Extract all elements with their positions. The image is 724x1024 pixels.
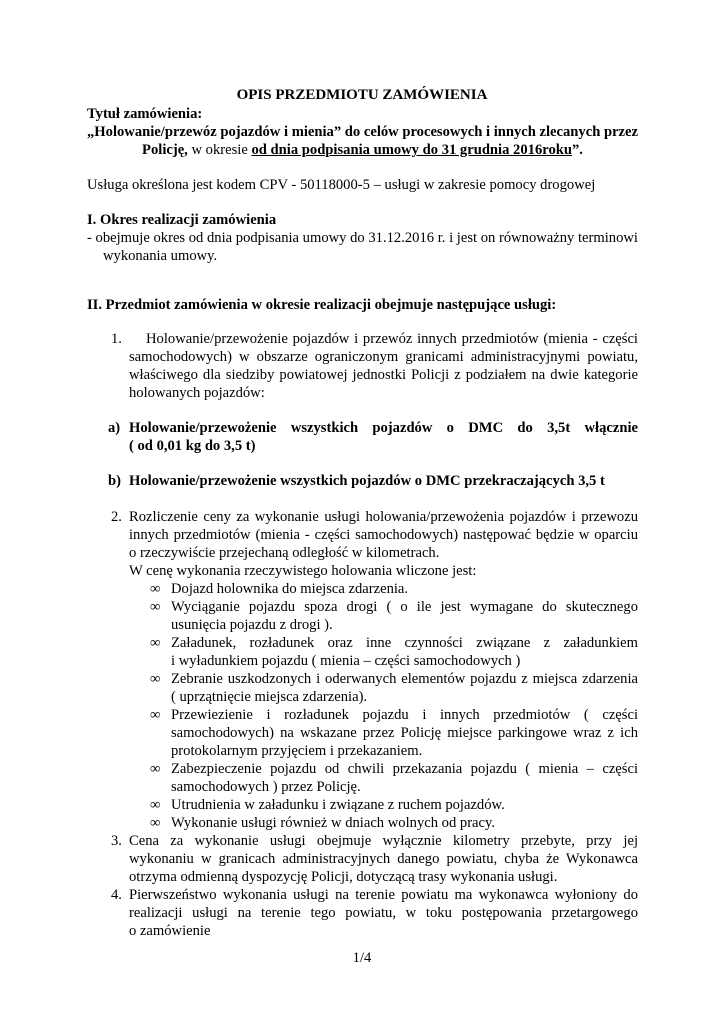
category-a-line-1: Holowanie/przewożenie wszystkich pojazdów o DMC do 3,5t włącznie: [129, 420, 638, 436]
document-title: OPIS PRZEDMIOTU ZAMÓWIENIA: [236, 87, 488, 103]
order-title-period: od dnia podpisania umowy do 31 grudnia 2016roku: [251, 142, 572, 158]
item-3-line: wykonaniu w granicach administracyjnych danego powiatu, chyba że Wykonawca: [129, 851, 638, 867]
order-title-period-prefix: w okresie: [187, 142, 252, 158]
item-4-line: o zamówienie: [129, 923, 211, 939]
item-2-line: innych przedmiotów (mienia - części samochodowych) następować będzie w oparciu: [129, 527, 638, 543]
section-1-line-2: wykonania umowy.: [103, 248, 218, 264]
item-4-number: 4.: [111, 887, 122, 903]
category-b-line-1: Holowanie/przewożenie wszystkich pojazdów o DMC przekraczających 3,5 t: [129, 473, 605, 489]
bullet-line: ( uprzątnięcie miejsca zdarzenia).: [171, 689, 368, 705]
bullet-line: Dojazd holownika do miejsca zdarzenia.: [171, 581, 409, 597]
infinity-bullet-icon: ∞: [150, 707, 161, 723]
cpv-code-text: Usługa określona jest kodem CPV - 50118000-5 – usługi w zakresie pomocy drogowej: [87, 177, 596, 193]
item-1-number: 1.: [111, 331, 122, 347]
bullet-line: protokolarnym przyjęciem i przekazaniem.: [171, 743, 423, 759]
item-3-line: otrzyma odmienną dyspozycję Policji, dotyczącą trasy wykonania usługi.: [129, 869, 558, 885]
order-title-police: Policję,: [142, 142, 188, 158]
infinity-bullet-icon: ∞: [150, 815, 161, 831]
infinity-bullet-icon: ∞: [150, 671, 161, 687]
bullet-line: Wykonanie usługi również w dniach wolnych od pracy.: [171, 815, 496, 831]
order-title-line-2: [87, 141, 638, 159]
bullet-line: Utrudnienia w załadunku i związane z ruchem pojazdów.: [171, 797, 505, 813]
bullet-line: samochodowych) na wskazane przez Policję miejsce parkingowe wraz z ich: [171, 725, 638, 741]
section-2-heading: II. Przedmiot zamówienia w okresie realizacji obejmuje następujące usługi:: [87, 297, 557, 313]
bullet-line: Przewiezienie i rozładunek pojazdu i innych przedmiotów ( części: [171, 707, 638, 723]
infinity-bullet-icon: ∞: [150, 599, 161, 615]
infinity-bullet-icon: ∞: [150, 761, 161, 777]
item-2-line: o rzeczywiście przejechaną odległość w kilometrach.: [129, 545, 440, 561]
category-b-marker: b): [108, 473, 121, 489]
item-1-line: właściwego dla siedziby powiatowej jednostki Policji z podziałem na dwie kategorie: [129, 367, 638, 383]
bullet-line: Załadunek, rozładunek oraz inne czynności związane z załadunkiem: [171, 635, 638, 651]
item-2-line: Rozliczenie ceny za wykonanie usługi holowania/przewożenia pojazdów i przewozu: [129, 509, 638, 525]
item-1-line: samochodowych) w obszarze ograniczonym granicami administracyjnymi powiatu,: [129, 349, 638, 365]
section-1-heading: I. Okres realizacji zamówienia: [87, 212, 277, 228]
section-1-line-1: - obejmuje okres od dnia podpisania umowy do 31.12.2016 r. i jest on równoważny terminowi: [87, 230, 638, 246]
infinity-bullet-icon: ∞: [150, 797, 161, 813]
page-number: 1/4: [352, 950, 372, 966]
order-title-label: Tytuł zamówienia:: [87, 106, 203, 122]
category-a-marker: a): [108, 420, 121, 436]
item-1-line: Holowanie/przewożenie pojazdów i przewóz innych przedmiotów (mienia - części: [146, 331, 638, 347]
item-2-line: W cenę wykonania rzeczywistego holowania wliczone jest:: [129, 563, 477, 579]
item-4-line: Pierwszeństwo wykonania usługi na terenie powiatu ma wykonawca wyłoniony do: [129, 887, 638, 903]
item-4-line: realizacji usługi na terenie tego powiatu, w toku postępowania przetargowego: [129, 905, 638, 921]
item-2-number: 2.: [111, 509, 122, 525]
infinity-bullet-icon: ∞: [150, 581, 161, 597]
infinity-bullet-icon: ∞: [150, 635, 161, 651]
item-3-line: Cena za wykonanie usługi obejmuje wyłącznie kilometry przebyte, przy jej: [129, 833, 638, 849]
bullet-line: Wyciąganie pojazdu spoza drogi ( o ile jest wymagane do skutecznego: [171, 599, 638, 615]
bullet-line: usunięcia pojazdu z drogi ).: [171, 617, 333, 633]
bullet-line: Zabezpieczenie pojazdu od chwili przekazania pojazdu ( mienia – części: [171, 761, 638, 777]
item-3-number: 3.: [111, 833, 122, 849]
bullet-line: i wyładunkiem pojazdu ( mienia – części samochodowych ): [171, 653, 521, 669]
category-a-line-2: ( od 0,01 kg do 3,5 t): [129, 438, 256, 454]
item-1-line: holowanych pojazdów:: [129, 385, 265, 401]
bullet-line: samochodowych ) przez Policję.: [171, 779, 361, 795]
bullet-line: Zebranie uszkodzonych i oderwanych elementów pojazdu z miejsca zdarzenia: [171, 671, 638, 687]
order-title-close-quote: ”.: [571, 142, 583, 158]
order-title-line-1: „Holowanie/przewóz pojazdów i mienia” do celów procesowych i innych zlecanych przez: [87, 124, 638, 140]
